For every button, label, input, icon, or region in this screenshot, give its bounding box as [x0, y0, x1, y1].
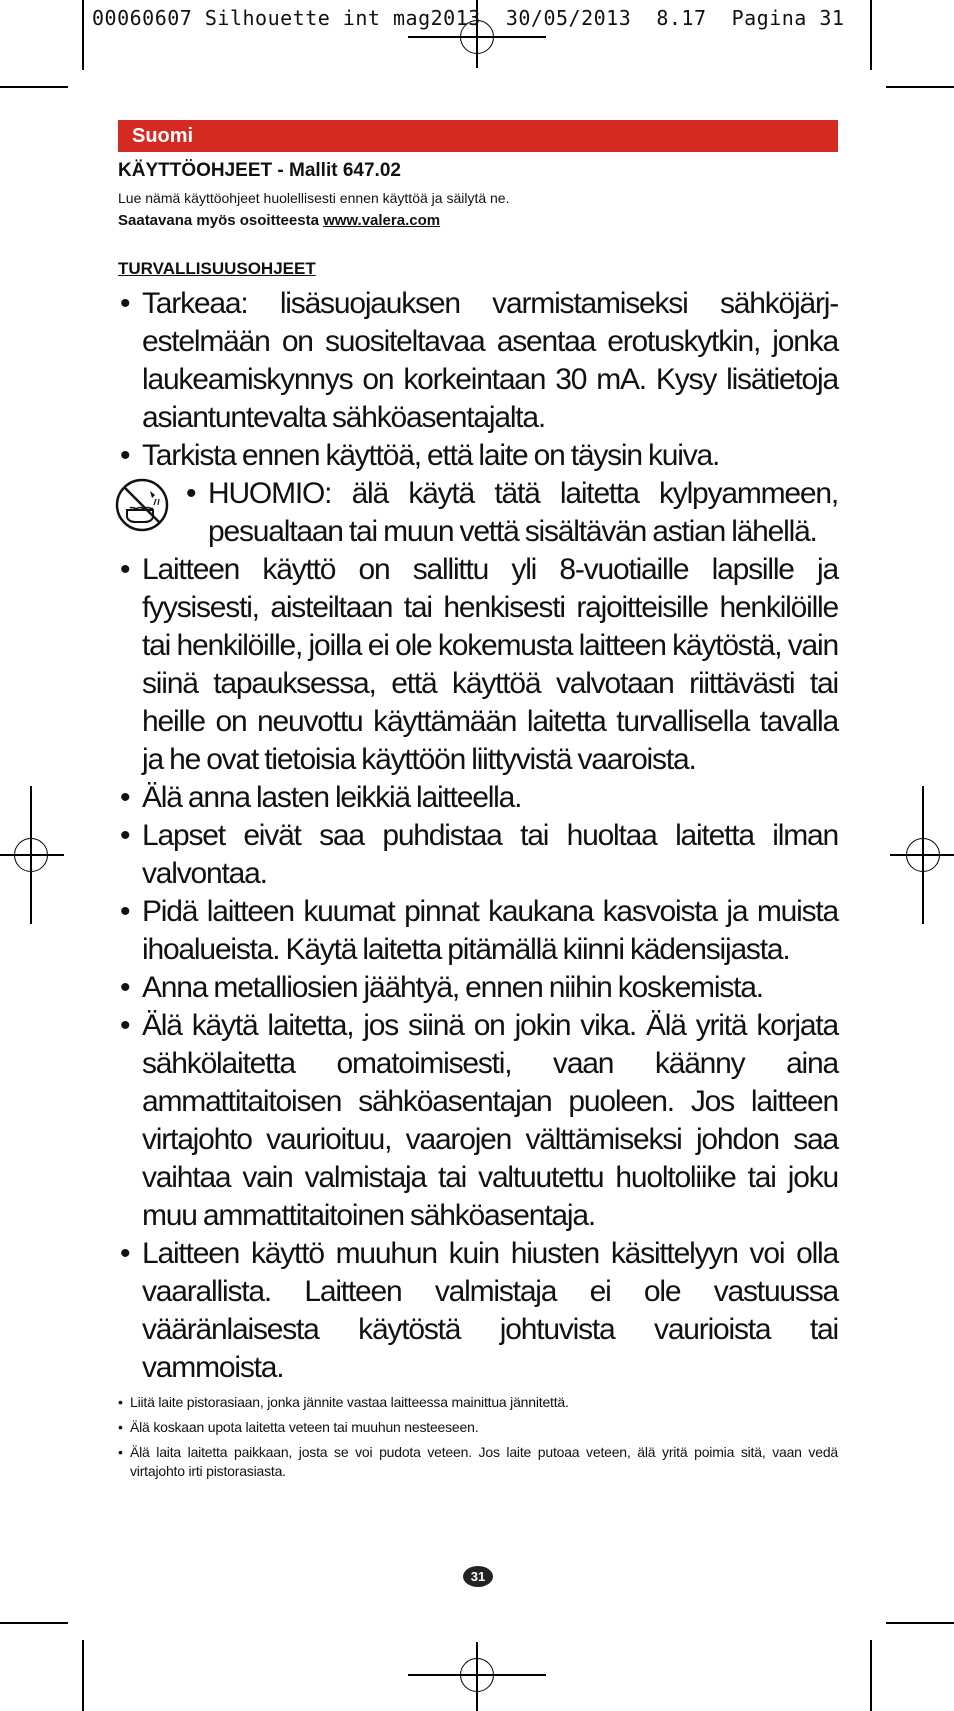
availability-line: [118, 212, 838, 229]
crop-mark: [886, 1622, 954, 1624]
crop-mark: [886, 86, 954, 88]
crop-mark: [0, 86, 68, 88]
fine-print-item: • Älä laita laitetta paikkaan, josta se voi pudota veteen. Jos laite putoaa veteen, älä yritä poimia sitä, vaan vedä virtajohto irti pistorasiasta.: [118, 1444, 838, 1479]
list-item: • Laitteen käyttö on sallittu yli 8-vuotiaille lapsille ja fyysisesti, aisteiltaan tai henkisesti rajoitteisille henkilöille tai henkilöille, joilla ei ole kokemusta laitteen käytöstä, vain siinä tapauksessa, että käyttöä valvotaan riittävästi tai heille on neuvottu käyttämään laitetta turvallisella tavalla ja he ovat tietoisia käyttöön liittyvistä vaaroista.: [120, 553, 838, 776]
bullet: •: [120, 781, 130, 814]
bullet: •: [120, 287, 130, 320]
bullet: •: [118, 1419, 123, 1435]
page-number-badge: 31: [463, 1566, 493, 1587]
website-link[interactable]: www.valera.com: [323, 212, 441, 229]
registration-mark: [906, 838, 940, 872]
bullet: •: [120, 439, 130, 472]
fine-print-item: • Älä koskaan upota laitetta veteen tai muuhun nesteeseen.: [118, 1419, 479, 1435]
list-item: • Anna metalliosien jäähtyä, ennen niihin koskemista.: [118, 969, 838, 1007]
list-item: • Tarkeaa: lisäsuojauksen varmistamiseksi sähköjärj-estelmään on suositeltavaa asentaa erotuskytkin, jonka laukeamiskynnys on korkeintaan 30 mA. Kysy lisätietoja asiantuntevalta sähköasentajalta.: [120, 287, 838, 434]
fine-print-list: [118, 1393, 838, 1481]
bullet: •: [118, 1444, 123, 1460]
language-bar: Suomi: [118, 120, 838, 152]
list-item: • Laitteen käyttö muuhun kuin hiusten käsittelyyn voi olla vaarallista. Laitteen valmistaja ei ole vastuussa vääränlaisesta käytöstä johtuvista vaurioista tai vammoista.: [120, 1237, 838, 1384]
bullet: •: [120, 553, 130, 586]
list-item: • Älä anna lasten leikkiä laitteella.: [118, 779, 838, 817]
crop-mark: [82, 1640, 84, 1711]
section-title: TURVALLISUUSOHJEET: [118, 259, 316, 278]
manual-title: KÄYTTÖOHJEET - Mallit 647.02: [118, 160, 401, 181]
list-item: • Pidä laitteen kuumat pinnat kaukana kasvoista ja muista ihoalueista. Käytä laitetta pitämällä kiinni kädensijasta.: [120, 895, 838, 966]
bullet: •: [120, 819, 130, 852]
safety-list: [118, 285, 838, 1387]
fine-print-item: • Liitä laite pistorasiaan, jonka jännite vastaa laitteessa mainittua jännitettä.: [118, 1394, 569, 1410]
intro-text: Lue nämä käyttöohjeet huolellisesti ennen käyttöä ja säilytä ne.: [118, 190, 510, 206]
bullet: •: [118, 1394, 123, 1410]
crop-mark: [0, 1622, 68, 1624]
bullet: •: [120, 895, 130, 928]
list-item: • Älä käytä laitetta, jos siinä on jokin vika. Älä yritä korjata sähkölaitetta omatoimisesti, vaan käänny aina ammattitaitoisen sähköasentajan puoleen. Jos laitteen virtajohto vaurioituu, vaarojen välttämiseksi johdon saa vaihtaa vain valmistaja tai valtuutettu huoltoliike tai joku muu ammattitaitoinen sähköasentaja.: [120, 1009, 838, 1232]
crop-mark: [870, 1640, 872, 1711]
bullet: •: [120, 1237, 130, 1270]
bullet: •: [186, 477, 196, 510]
registration-mark: [460, 1658, 494, 1692]
registration-mark: [14, 838, 48, 872]
bullet: •: [120, 1009, 130, 1042]
print-slug: 00060607 Silhouette int mag2013 30/05/2013 8.17 Pagina 31: [92, 6, 845, 30]
list-item: • Lapset eivät saa puhdistaa tai huoltaa laitetta ilman valvontaa.: [120, 819, 838, 890]
bullet: •: [120, 971, 130, 1004]
list-item-warning: • HUOMIO: älä käytä tätä laitetta kylpyammeen, pesualtaan tai muun vettä sisältävän astian lähellä.: [118, 475, 838, 551]
crop-mark: [82, 0, 84, 70]
list-item: • Tarkista ennen käyttöä, että laite on täysin kuiva.: [118, 437, 838, 475]
availability-prefix: Saatavana myös osoitteesta: [118, 212, 324, 229]
crop-mark: [870, 0, 872, 70]
page-content: [118, 120, 838, 1487]
no-water-icon: [114, 477, 170, 533]
